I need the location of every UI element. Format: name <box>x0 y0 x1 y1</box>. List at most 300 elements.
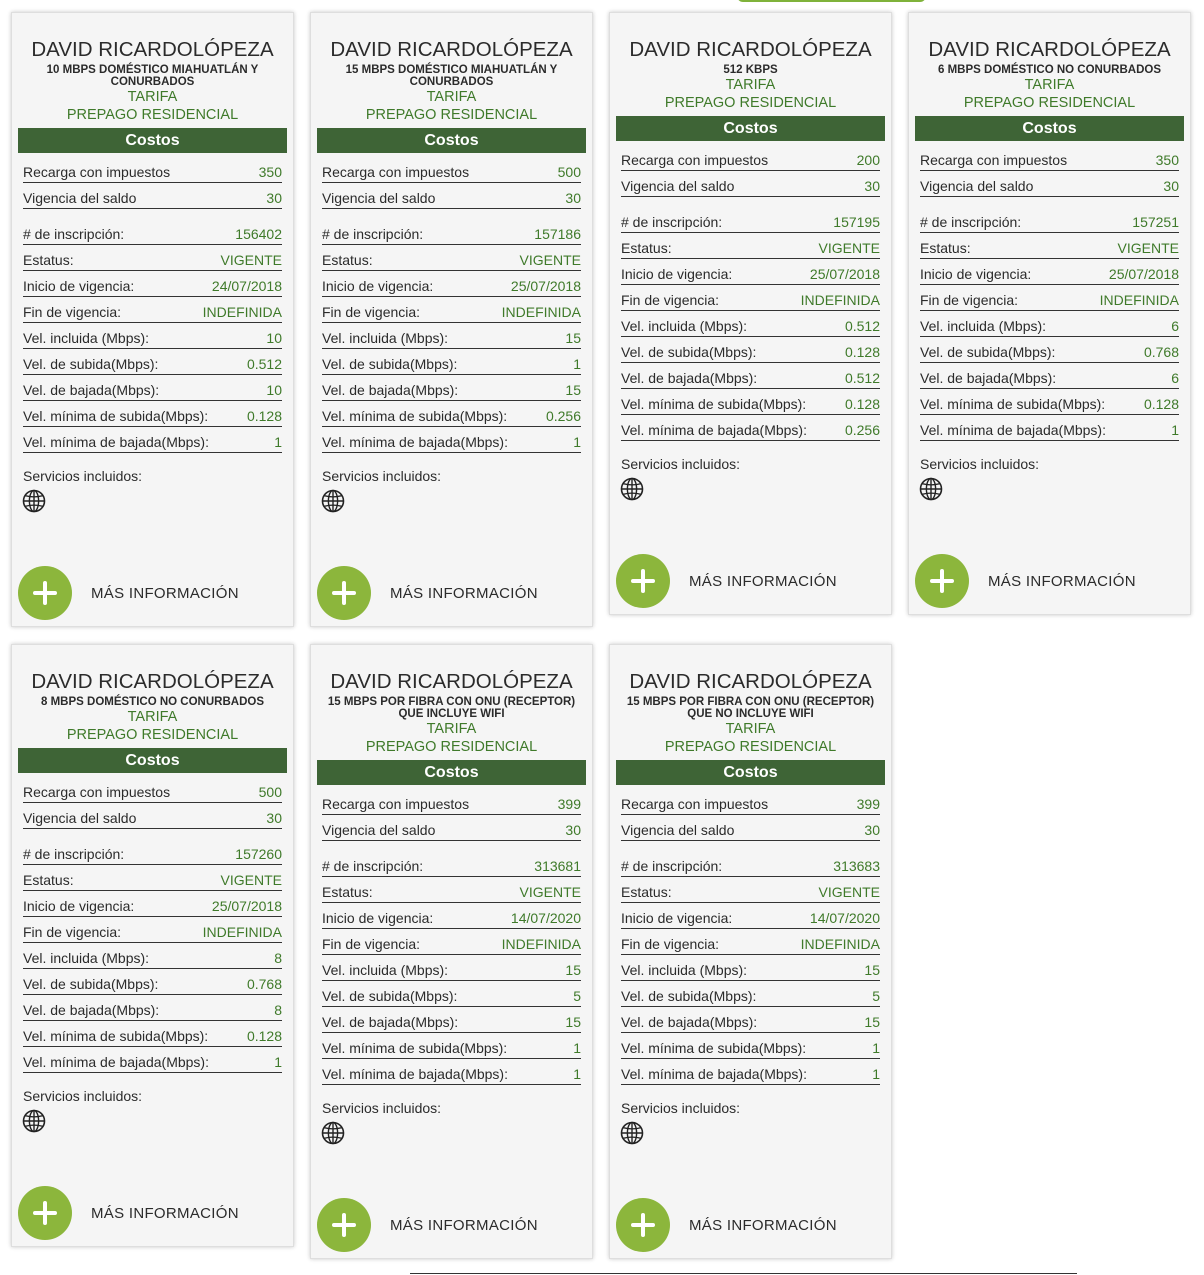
row-label: Fin de vigencia: <box>23 924 122 940</box>
row-value: 1 <box>573 356 581 372</box>
row-inscripcion <box>621 207 880 233</box>
row-value: 157251 <box>1132 214 1179 230</box>
row-value: 1 <box>573 434 581 450</box>
globe-icon <box>321 489 345 513</box>
row-label: Vel. mínima de bajada(Mbps): <box>23 1054 209 1070</box>
row-value: 30 <box>266 190 282 206</box>
customer-name: DAVID RICARDOLÓPEZA <box>928 38 1171 61</box>
row-label: Inicio de vigencia: <box>920 266 1032 282</box>
row-value: INDEFINIDA <box>202 924 282 940</box>
row-vel-min-bajada <box>920 415 1179 441</box>
row-fin <box>621 929 880 955</box>
row-label: Vel. mínima de subida(Mbps): <box>322 408 508 424</box>
row-label: Vel. de bajada(Mbps): <box>621 1014 758 1030</box>
row-label: Vel. mínima de bajada(Mbps): <box>322 1066 508 1082</box>
row-value: 1 <box>872 1040 880 1056</box>
row-value: VIGENTE <box>220 872 282 888</box>
plan-card-4 <box>908 12 1191 615</box>
row-vel-min-bajada <box>621 415 880 441</box>
globe-icon <box>321 1121 345 1145</box>
row-value: 0.128 <box>844 396 880 412</box>
cost-rows <box>920 145 1179 441</box>
globe-icon <box>620 1121 644 1145</box>
plus-icon[interactable] <box>18 1186 72 1240</box>
row-vel-subida <box>322 981 581 1007</box>
servicios-label: Servicios incluidos: <box>23 468 143 484</box>
row-recarga <box>621 789 880 815</box>
plan-name: 512 KBPS <box>723 64 778 76</box>
row-value: 25/07/2018 <box>1108 266 1179 282</box>
row-value: 15 <box>864 962 880 978</box>
tarifa-label: TARIFA <box>1024 77 1075 93</box>
row-vel-min-subida <box>23 401 282 427</box>
row-vel-bajada <box>322 375 581 401</box>
row-vel-bajada <box>621 363 880 389</box>
row-value: 14/07/2020 <box>809 910 880 926</box>
row-label: Vel. mínima de subida(Mbps): <box>23 408 209 424</box>
row-vel-subida <box>621 337 880 363</box>
cost-rows <box>23 157 282 453</box>
row-vel-bajada <box>920 363 1179 389</box>
row-label: Vigencia del saldo <box>322 822 436 838</box>
row-vel-incluida <box>23 323 282 349</box>
plan-name: 15 MBPS POR FIBRA CON ONU (RECEPTOR) QUE NO INCLUYE WIFI <box>626 696 875 720</box>
row-value: 5 <box>872 988 880 1004</box>
row-value: INDEFINIDA <box>202 304 282 320</box>
plan-card-5 <box>11 644 294 1247</box>
mas-informacion-button[interactable] <box>18 1186 239 1240</box>
row-value: 24/07/2018 <box>211 278 282 294</box>
row-vel-bajada <box>621 1007 880 1033</box>
row-label: Vel. mínima de bajada(Mbps): <box>23 434 209 450</box>
row-label: Inicio de vigencia: <box>621 266 733 282</box>
plus-icon[interactable] <box>616 1198 670 1252</box>
cost-rows <box>23 777 282 1073</box>
row-value: 0.128 <box>246 1028 282 1044</box>
row-recarga <box>920 145 1179 171</box>
row-value: 500 <box>557 164 581 180</box>
row-label: Fin de vigencia: <box>322 936 421 952</box>
mas-informacion-label[interactable]: MÁS INFORMACIÓN <box>988 572 1136 590</box>
row-value: 350 <box>258 164 282 180</box>
row-inicio <box>920 259 1179 285</box>
plus-icon[interactable] <box>616 554 670 608</box>
row-inscripcion <box>23 219 282 245</box>
plan-name: 10 MBPS DOMÉSTICO MIAHUATLÁN Y CONURBADOS <box>46 64 259 88</box>
row-label: Vel. de subida(Mbps): <box>322 988 458 1004</box>
customer-name: DAVID RICARDOLÓPEZA <box>629 38 872 61</box>
row-value: 0.128 <box>246 408 282 424</box>
row-inscripcion <box>322 219 581 245</box>
plus-icon[interactable] <box>317 1198 371 1252</box>
row-value: 25/07/2018 <box>809 266 880 282</box>
row-label: Vel. de bajada(Mbps): <box>920 370 1057 386</box>
row-value: 1 <box>573 1040 581 1056</box>
tarifa-label: TARIFA <box>127 709 178 725</box>
row-value: 0.768 <box>246 976 282 992</box>
row-label: Recarga con impuestos <box>621 152 769 168</box>
row-vel-subida <box>920 337 1179 363</box>
row-vel-subida <box>621 981 880 1007</box>
row-value: 0.128 <box>1143 396 1179 412</box>
row-inicio <box>23 891 282 917</box>
plus-icon[interactable] <box>18 566 72 620</box>
row-fin <box>23 297 282 323</box>
costos-header: Costos <box>18 128 287 153</box>
row-label: Recarga con impuestos <box>621 796 769 812</box>
servicios-label: Servicios incluidos: <box>322 468 442 484</box>
row-estatus <box>322 877 581 903</box>
globe-icon <box>919 477 943 501</box>
row-value: INDEFINIDA <box>1099 292 1179 308</box>
row-recarga <box>23 777 282 803</box>
row-value: 6 <box>1171 370 1179 386</box>
top-tab-indicator <box>737 0 926 2</box>
row-label: Vel. mínima de subida(Mbps): <box>920 396 1106 412</box>
row-value: 8 <box>274 1002 282 1018</box>
tarifa-label: TARIFA <box>426 721 477 737</box>
row-vel-bajada <box>23 995 282 1021</box>
plan-card-1 <box>11 12 294 627</box>
globe-icon <box>22 1109 46 1133</box>
costos-header: Costos <box>915 116 1184 141</box>
plan-name: 6 MBPS DOMÉSTICO NO CONURBADOS <box>938 64 1161 76</box>
row-label: Inicio de vigencia: <box>322 910 434 926</box>
row-label: Recarga con impuestos <box>23 784 171 800</box>
row-label: Vel. incluida (Mbps): <box>322 962 449 978</box>
row-value: VIGENTE <box>519 252 581 268</box>
row-value: 14/07/2020 <box>510 910 581 926</box>
row-vigencia-saldo <box>621 171 880 197</box>
row-vel-min-subida <box>322 401 581 427</box>
mas-informacion-button[interactable] <box>317 566 538 620</box>
row-vel-subida <box>322 349 581 375</box>
row-label: Vel. de subida(Mbps): <box>23 976 159 992</box>
costos-header: Costos <box>18 748 287 773</box>
row-label: Vel. de subida(Mbps): <box>920 344 1056 360</box>
servicios-label: Servicios incluidos: <box>23 1088 143 1104</box>
mas-informacion-button[interactable] <box>915 554 1136 608</box>
row-label: # de inscripción: <box>322 226 424 242</box>
row-value: 157195 <box>833 214 880 230</box>
row-vigencia-saldo <box>920 171 1179 197</box>
row-value: 1 <box>872 1066 880 1082</box>
row-vel-bajada <box>322 1007 581 1033</box>
plan-card-6 <box>310 644 593 1259</box>
row-estatus <box>621 233 880 259</box>
row-value: 313681 <box>534 858 581 874</box>
row-value: 1 <box>573 1066 581 1082</box>
row-label: Fin de vigencia: <box>23 304 122 320</box>
row-vel-subida <box>23 969 282 995</box>
tarifa-label: TARIFA <box>426 89 477 105</box>
row-label: Fin de vigencia: <box>621 936 720 952</box>
row-value: INDEFINIDA <box>800 292 880 308</box>
row-label: Vel. mínima de subida(Mbps): <box>23 1028 209 1044</box>
mas-informacion-label[interactable]: MÁS INFORMACIÓN <box>390 1216 538 1234</box>
row-label: Vel. de subida(Mbps): <box>621 344 757 360</box>
row-estatus <box>23 245 282 271</box>
cost-rows <box>621 789 880 1085</box>
row-label: Estatus: <box>920 240 971 256</box>
row-label: Vel. incluida (Mbps): <box>23 330 150 346</box>
prepago-label: PREPAGO RESIDENCIAL <box>365 739 538 755</box>
servicios-label: Servicios incluidos: <box>621 456 741 472</box>
row-label: Vel. incluida (Mbps): <box>23 950 150 966</box>
customer-name: DAVID RICARDOLÓPEZA <box>330 670 573 693</box>
row-label: Vel. incluida (Mbps): <box>621 962 748 978</box>
row-estatus <box>322 245 581 271</box>
row-value: 0.256 <box>844 422 880 438</box>
row-value: 30 <box>864 178 880 194</box>
row-value: 0.768 <box>1143 344 1179 360</box>
servicios-label: Servicios incluidos: <box>322 1100 442 1116</box>
servicios-label: Servicios incluidos: <box>920 456 1040 472</box>
row-fin <box>920 285 1179 311</box>
row-value: 15 <box>565 330 581 346</box>
row-value: VIGENTE <box>519 884 581 900</box>
row-estatus <box>920 233 1179 259</box>
row-label: Vigencia del saldo <box>23 810 137 826</box>
row-vel-min-subida <box>621 1033 880 1059</box>
mas-informacion-label[interactable]: MÁS INFORMACIÓN <box>91 1204 239 1222</box>
row-recarga <box>621 145 880 171</box>
row-label: # de inscripción: <box>322 858 424 874</box>
row-value: 200 <box>856 152 880 168</box>
row-inicio <box>23 271 282 297</box>
plus-icon[interactable] <box>317 566 371 620</box>
row-value: 30 <box>864 822 880 838</box>
row-value: 0.256 <box>545 408 581 424</box>
row-value: 156402 <box>235 226 282 242</box>
row-label: Vel. de bajada(Mbps): <box>322 382 459 398</box>
row-label: # de inscripción: <box>621 214 723 230</box>
plan-card-2 <box>310 12 593 627</box>
row-value: 313683 <box>833 858 880 874</box>
row-label: Recarga con impuestos <box>23 164 171 180</box>
row-fin <box>23 917 282 943</box>
cost-rows <box>621 145 880 441</box>
row-label: Vel. de bajada(Mbps): <box>23 382 160 398</box>
row-inicio <box>322 271 581 297</box>
row-label: Estatus: <box>621 884 672 900</box>
row-value: 1 <box>274 434 282 450</box>
customer-name: DAVID RICARDOLÓPEZA <box>629 670 872 693</box>
row-vel-subida <box>23 349 282 375</box>
row-value: INDEFINIDA <box>800 936 880 952</box>
row-value: 6 <box>1171 318 1179 334</box>
row-label: Vel. mínima de bajada(Mbps): <box>920 422 1106 438</box>
globe-icon <box>22 489 46 513</box>
row-label: Inicio de vigencia: <box>23 898 135 914</box>
row-label: Vel. mínima de subida(Mbps): <box>322 1040 508 1056</box>
row-label: Estatus: <box>322 252 373 268</box>
row-value: INDEFINIDA <box>501 936 581 952</box>
row-vel-min-subida <box>23 1021 282 1047</box>
row-value: INDEFINIDA <box>501 304 581 320</box>
row-label: # de inscripción: <box>23 226 125 242</box>
row-label: Vigencia del saldo <box>920 178 1034 194</box>
row-label: Vigencia del saldo <box>621 822 735 838</box>
tarifa-label: TARIFA <box>725 721 776 737</box>
row-vel-min-subida <box>322 1033 581 1059</box>
row-label: Estatus: <box>23 252 74 268</box>
row-label: Vel. de subida(Mbps): <box>322 356 458 372</box>
row-vigencia-saldo <box>23 183 282 209</box>
row-value: 399 <box>856 796 880 812</box>
mas-informacion-button[interactable] <box>18 566 239 620</box>
row-vel-min-bajada <box>23 1047 282 1073</box>
prepago-label: PREPAGO RESIDENCIAL <box>66 727 239 743</box>
row-value: 1 <box>1171 422 1179 438</box>
mas-informacion-label[interactable]: MÁS INFORMACIÓN <box>390 584 538 602</box>
row-value: 8 <box>274 950 282 966</box>
row-value: 30 <box>1163 178 1179 194</box>
row-label: Vel. mínima de bajada(Mbps): <box>322 434 508 450</box>
row-value: 157260 <box>235 846 282 862</box>
row-value: 0.512 <box>844 318 880 334</box>
row-value: VIGENTE <box>818 240 880 256</box>
prepago-label: PREPAGO RESIDENCIAL <box>664 739 837 755</box>
plus-icon[interactable] <box>915 554 969 608</box>
row-value: 15 <box>565 382 581 398</box>
row-label: Estatus: <box>621 240 672 256</box>
row-recarga <box>322 789 581 815</box>
mas-informacion-label[interactable]: MÁS INFORMACIÓN <box>91 584 239 602</box>
row-label: Fin de vigencia: <box>621 292 720 308</box>
row-value: 1 <box>274 1054 282 1070</box>
row-value: 5 <box>573 988 581 1004</box>
row-value: VIGENTE <box>220 252 282 268</box>
row-value: 25/07/2018 <box>510 278 581 294</box>
row-vel-min-bajada <box>621 1059 880 1085</box>
row-label: Inicio de vigencia: <box>621 910 733 926</box>
costos-header: Costos <box>616 116 885 141</box>
row-vel-incluida <box>23 943 282 969</box>
servicios-label: Servicios incluidos: <box>621 1100 741 1116</box>
costos-header: Costos <box>616 760 885 785</box>
row-recarga <box>322 157 581 183</box>
mas-informacion-label[interactable]: MÁS INFORMACIÓN <box>689 572 837 590</box>
row-value: 25/07/2018 <box>211 898 282 914</box>
row-recarga <box>23 157 282 183</box>
row-label: Vel. mínima de subida(Mbps): <box>621 1040 807 1056</box>
row-value: 10 <box>266 330 282 346</box>
row-label: Fin de vigencia: <box>322 304 421 320</box>
row-label: Recarga con impuestos <box>322 164 470 180</box>
prepago-label: PREPAGO RESIDENCIAL <box>963 95 1136 111</box>
row-label: Recarga con impuestos <box>322 796 470 812</box>
row-value: 0.512 <box>844 370 880 386</box>
row-label: Vel. mínima de subida(Mbps): <box>621 396 807 412</box>
costos-header: Costos <box>317 760 586 785</box>
bottom-divider <box>410 1273 1077 1274</box>
row-label: Vel. mínima de bajada(Mbps): <box>621 1066 807 1082</box>
row-vel-bajada <box>23 375 282 401</box>
row-label: # de inscripción: <box>621 858 723 874</box>
row-label: Vigencia del saldo <box>621 178 735 194</box>
row-vel-min-bajada <box>23 427 282 453</box>
row-inicio <box>621 903 880 929</box>
prepago-label: PREPAGO RESIDENCIAL <box>365 107 538 123</box>
row-label: Vel. mínima de bajada(Mbps): <box>621 422 807 438</box>
row-value: VIGENTE <box>1117 240 1179 256</box>
plan-card-3 <box>609 12 892 615</box>
tarifa-label: TARIFA <box>127 89 178 105</box>
row-value: 0.512 <box>246 356 282 372</box>
globe-icon <box>620 477 644 501</box>
row-value: 399 <box>557 796 581 812</box>
row-fin <box>322 297 581 323</box>
row-inicio <box>621 259 880 285</box>
row-label: Vel. de bajada(Mbps): <box>621 370 758 386</box>
row-inicio <box>322 903 581 929</box>
row-value: 0.128 <box>844 344 880 360</box>
row-label: Fin de vigencia: <box>920 292 1019 308</box>
prepago-label: PREPAGO RESIDENCIAL <box>66 107 239 123</box>
row-value: VIGENTE <box>818 884 880 900</box>
row-value: 15 <box>864 1014 880 1030</box>
row-inscripcion <box>920 207 1179 233</box>
row-estatus <box>621 877 880 903</box>
row-vel-min-bajada <box>322 427 581 453</box>
row-label: Inicio de vigencia: <box>23 278 135 294</box>
cost-rows <box>322 789 581 1085</box>
mas-informacion-label[interactable]: MÁS INFORMACIÓN <box>689 1216 837 1234</box>
cost-rows <box>322 157 581 453</box>
row-vigencia-saldo <box>23 803 282 829</box>
mas-informacion-button[interactable] <box>616 1198 837 1252</box>
row-value: 10 <box>266 382 282 398</box>
row-fin <box>322 929 581 955</box>
row-label: Vel. incluida (Mbps): <box>322 330 449 346</box>
row-vigencia-saldo <box>621 815 880 841</box>
row-vel-incluida <box>621 955 880 981</box>
row-label: Vel. de subida(Mbps): <box>23 356 159 372</box>
row-label: # de inscripción: <box>23 846 125 862</box>
mas-informacion-button[interactable] <box>317 1198 538 1252</box>
plan-card-7 <box>609 644 892 1259</box>
mas-informacion-button[interactable] <box>616 554 837 608</box>
plan-name: 8 MBPS DOMÉSTICO NO CONURBADOS <box>41 696 264 708</box>
row-vel-min-bajada <box>322 1059 581 1085</box>
row-label: Vigencia del saldo <box>322 190 436 206</box>
row-vel-min-subida <box>920 389 1179 415</box>
row-label: Inicio de vigencia: <box>322 278 434 294</box>
prepago-label: PREPAGO RESIDENCIAL <box>664 95 837 111</box>
row-label: Vel. de subida(Mbps): <box>621 988 757 1004</box>
row-vel-incluida <box>322 323 581 349</box>
row-label: Vigencia del saldo <box>23 190 137 206</box>
plan-name: 15 MBPS DOMÉSTICO MIAHUATLÁN Y CONURBADOS <box>345 64 558 88</box>
row-vel-incluida <box>920 311 1179 337</box>
row-value: 15 <box>565 962 581 978</box>
row-value: 30 <box>565 190 581 206</box>
tarifa-label: TARIFA <box>725 77 776 93</box>
row-estatus <box>23 865 282 891</box>
customer-name: DAVID RICARDOLÓPEZA <box>31 38 274 61</box>
row-label: Vel. de bajada(Mbps): <box>23 1002 160 1018</box>
row-label: Vel. incluida (Mbps): <box>621 318 748 334</box>
row-inscripcion <box>322 851 581 877</box>
customer-name: DAVID RICARDOLÓPEZA <box>31 670 274 693</box>
row-value: 30 <box>565 822 581 838</box>
row-vigencia-saldo <box>322 815 581 841</box>
row-value: 15 <box>565 1014 581 1030</box>
row-label: Recarga con impuestos <box>920 152 1068 168</box>
row-vel-min-subida <box>621 389 880 415</box>
row-label: Estatus: <box>322 884 373 900</box>
